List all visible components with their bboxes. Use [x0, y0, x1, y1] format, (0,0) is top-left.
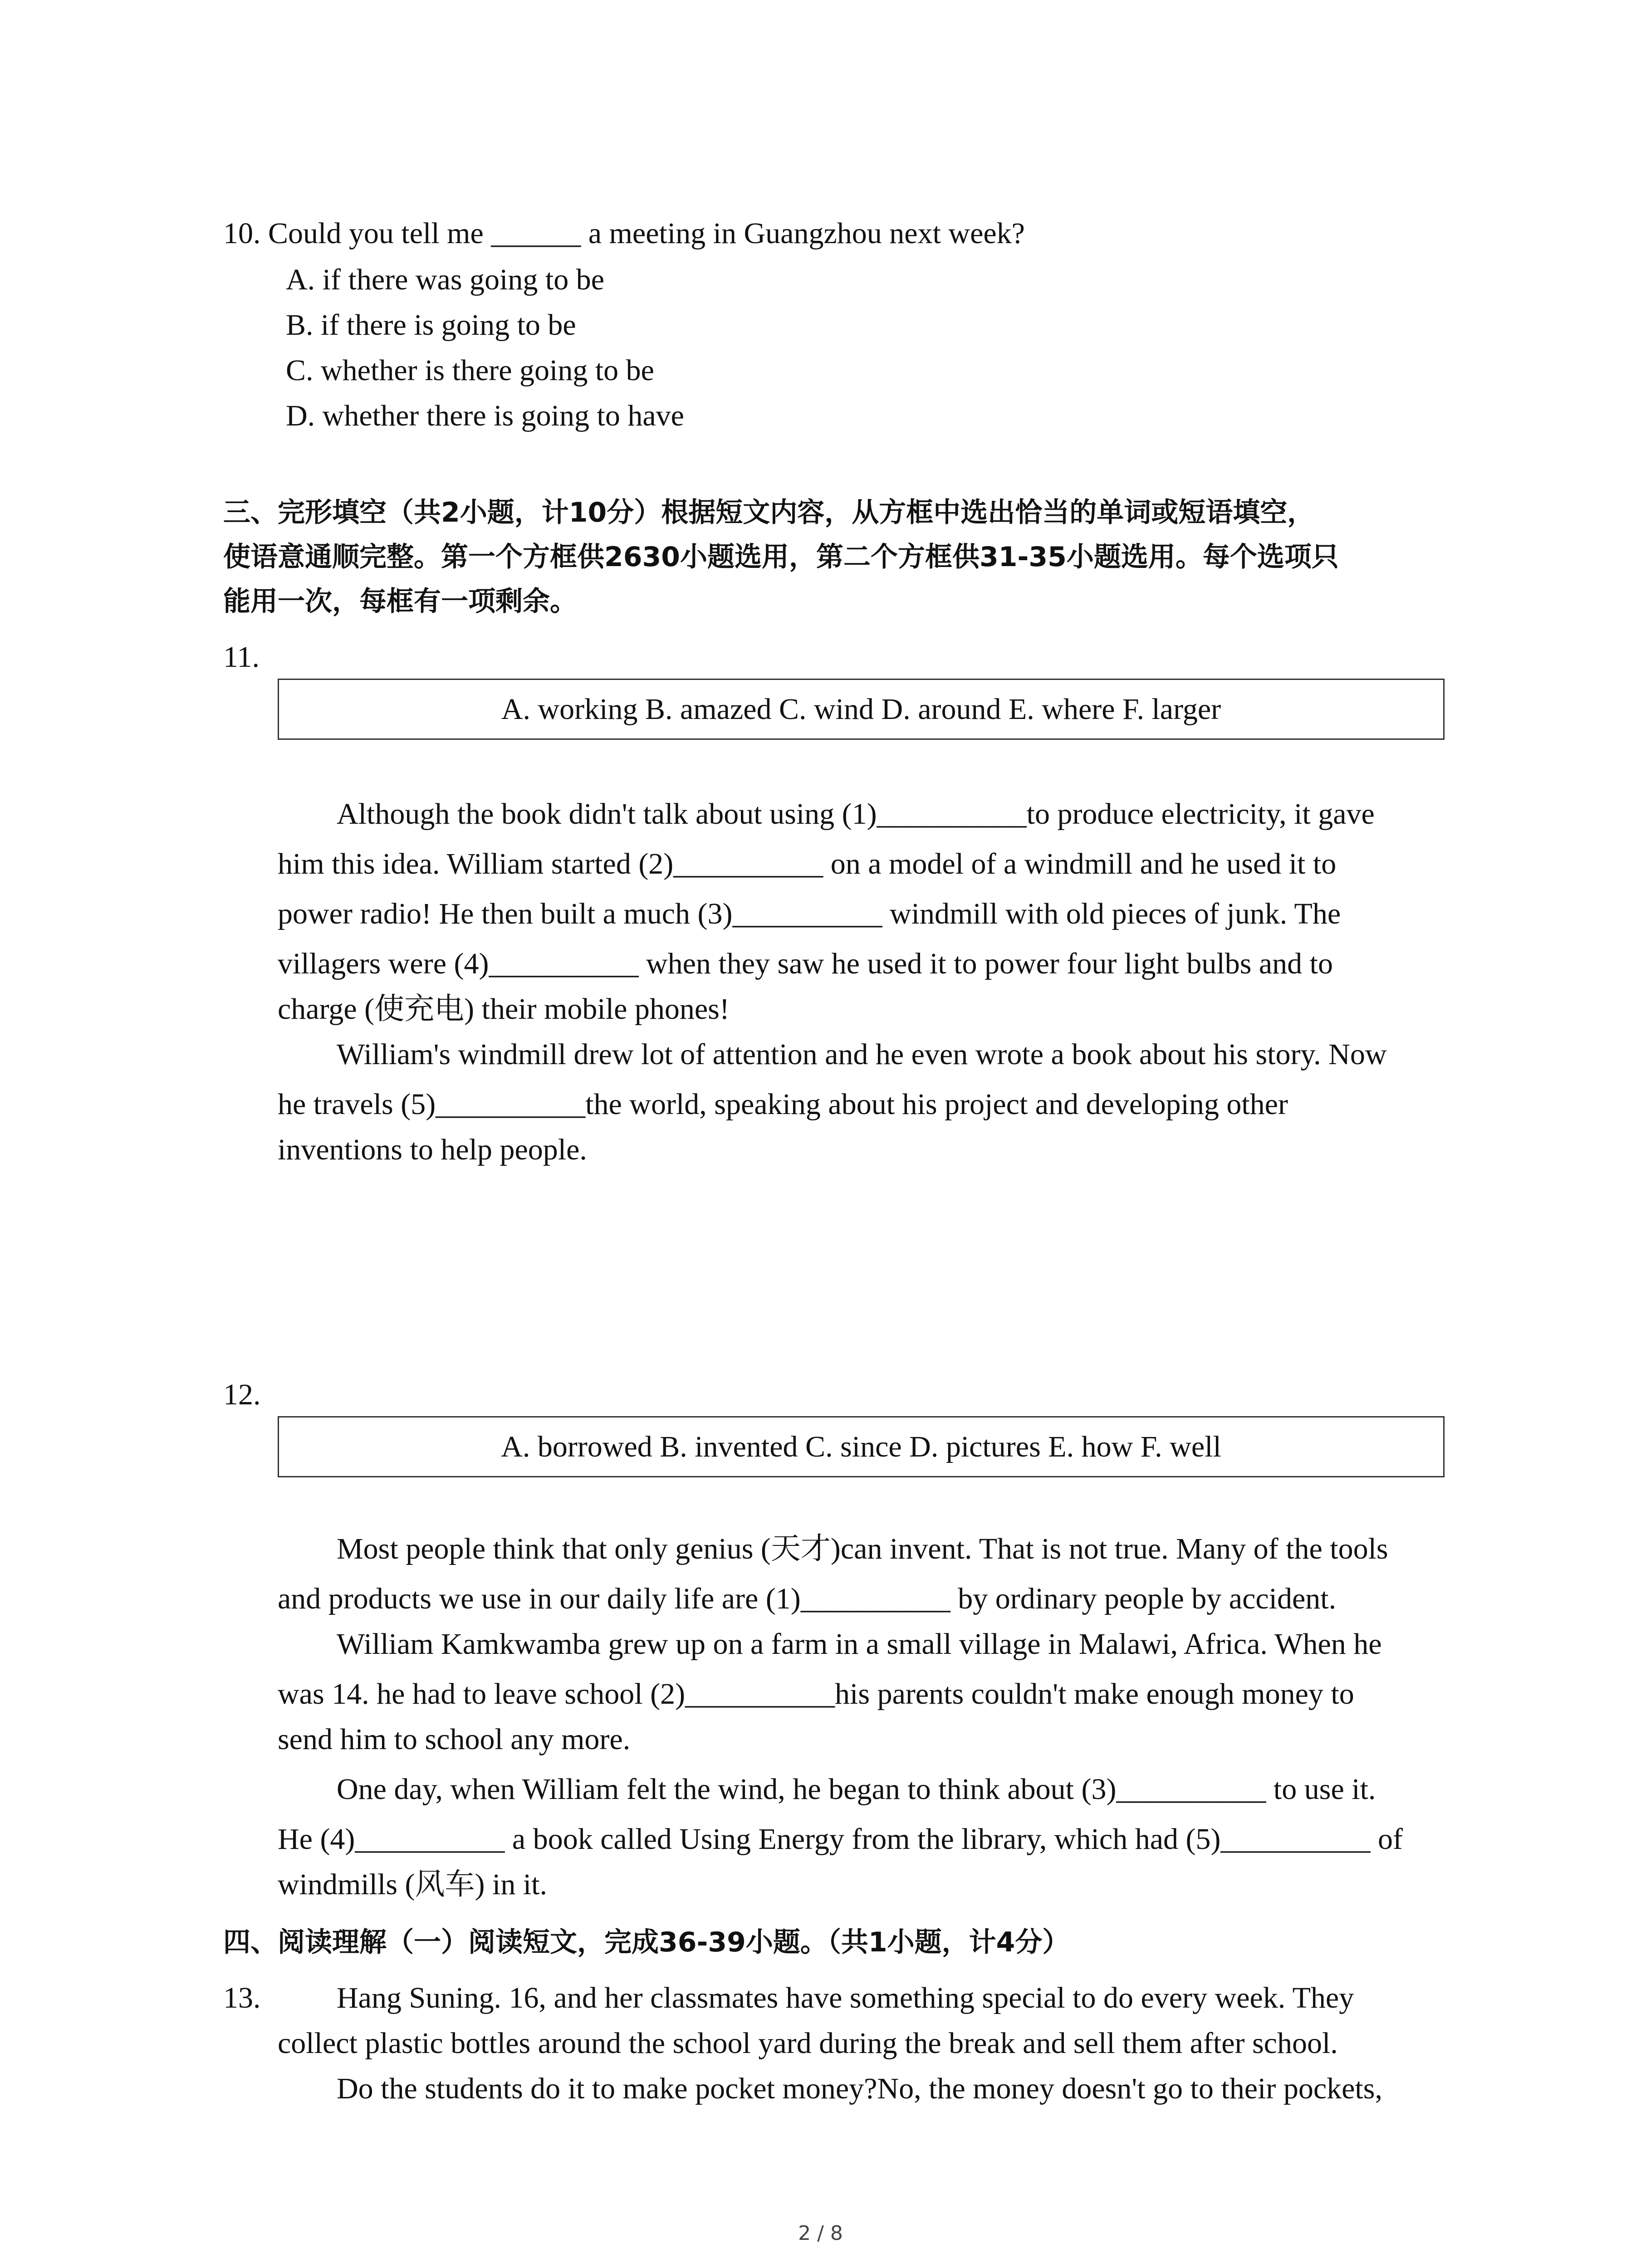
q13-passage-line: collect plastic bottles around the school yard during the break and sell them after school. [278, 2027, 1338, 2060]
q11-passage-line: him this idea. William started (2)__________ on a model of a windmill and he used it to [278, 847, 1337, 880]
q10-option-a: A. if there was going to be [286, 263, 604, 296]
q11-word-box [278, 679, 1445, 740]
q11-word-box-text: A. working B. amazed C. wind D. around E. where F. larger [501, 692, 1221, 726]
q13-number: 13. [223, 1981, 261, 2014]
section4-heading: 四、阅读理解（一）阅读短文，完成36-39小题。（共1小题，计4分） [223, 1926, 1070, 1958]
section3-heading-line2: 使语意通顺完整。第一个方框供2630小题选用，第二个方框供31-35小题选用。每个选项只 [223, 541, 1339, 573]
q10-option-d: D. whether there is going to have [286, 399, 684, 432]
q12-word-box [278, 1416, 1445, 1477]
q10-option-c: C. whether is there going to be [286, 354, 654, 387]
q12-word-box-text: A. borrowed B. invented C. since D. pictures E. how F. well [501, 1430, 1221, 1463]
q10-option-b: B. if there is going to be [286, 308, 576, 342]
q12-passage-line: and products we use in our daily life are (1)__________ by ordinary people by accident. [278, 1582, 1337, 1615]
q12-passage-line: He (4)__________ a book called Using Energy from the library, which had (5)__________ of [278, 1823, 1403, 1856]
q12-passage-line: Most people think that only genius (天才)can invent. That is not true. Many of the tools [337, 1532, 1388, 1565]
section3-heading-line1: 三、完形填空（共2小题，计10分）根据短文内容，从方框中选出恰当的单词或短语填空， [223, 497, 1315, 528]
q13-passage-line: Hang Suning. 16, and her classmates have something special to do every week. They [337, 1981, 1354, 2014]
q11-number: 11. [223, 640, 260, 674]
q12-passage-line: windmills (风车) in it. [278, 1868, 547, 1901]
q11-passage-line: charge (使充电) their mobile phones! [278, 992, 730, 1026]
q12-number: 12. [223, 1378, 261, 1411]
q12-passage-line: One day, when William felt the wind, he began to think about (3)__________ to use it. [337, 1773, 1376, 1806]
q12-passage-line: William Kamkwamba grew up on a farm in a small village in Malawi, Africa. When he [337, 1628, 1382, 1661]
section3-heading-line3: 能用一次，每框有一项剩余。 [223, 586, 577, 617]
page-number: 2 / 8 [798, 2222, 843, 2245]
q12-passage-line: send him to school any more. [278, 1723, 631, 1756]
q11-passage-line: Although the book didn't talk about using (1)__________to produce electricity, it gave [337, 797, 1375, 831]
q12-passage-line: was 14. he had to leave school (2)__________his parents couldn't make enough money to [278, 1677, 1354, 1711]
q11-passage-line: villagers were (4)__________ when they saw he used it to power four light bulbs and to [278, 947, 1333, 980]
q11-passage-line: William's windmill drew lot of attention and he even wrote a book about his story. Now [337, 1038, 1387, 1071]
q11-passage-line: inventions to help people. [278, 1133, 587, 1166]
q13-passage-line: Do the students do it to make pocket money?No, the money doesn't go to their pockets, [337, 2072, 1382, 2105]
q10-stem: 10. Could you tell me ______ a meeting in Guangzhou next week? [223, 217, 1025, 250]
q11-passage-line: he travels (5)__________the world, speaking about his project and developing other [278, 1088, 1288, 1121]
q11-passage-line: power radio! He then built a much (3)__________ windmill with old pieces of junk. The [278, 897, 1341, 930]
